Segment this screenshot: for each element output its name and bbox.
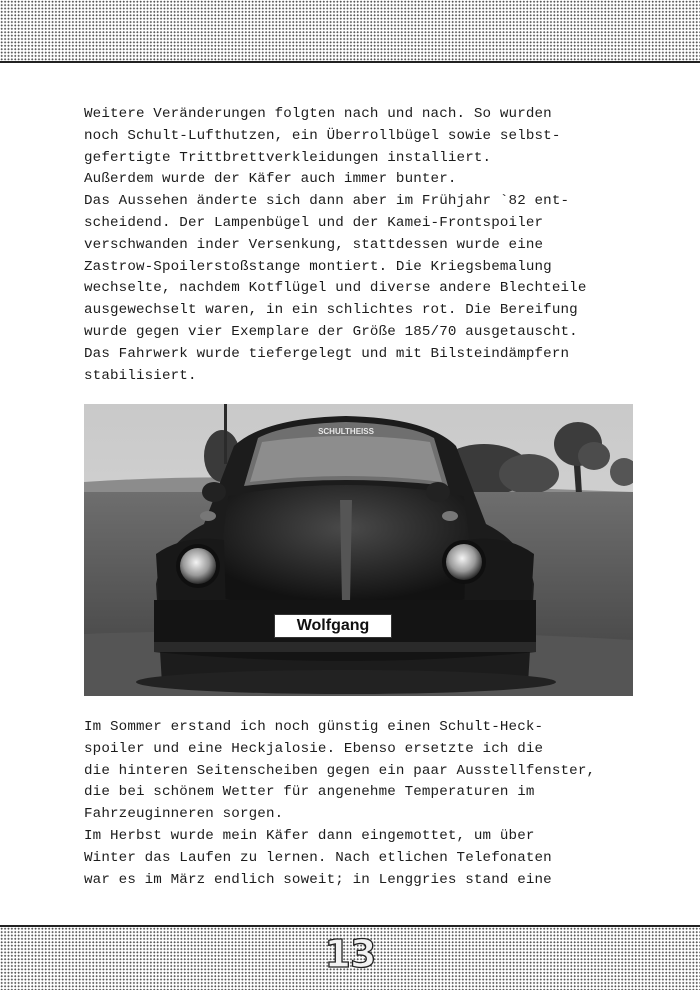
text-line: Das Fahrwerk wurde tiefergelegt und mit Bilsteindämpfern	[84, 345, 570, 362]
text-line: Fahrzeuginneren sorgen.	[84, 806, 284, 823]
text-line: wurde gegen vier Exemplare der Größe 185/70 ausgetauscht.	[84, 323, 578, 340]
text-line: die hinteren Seitenscheiben gegen ein paar Ausstellfenster,	[84, 762, 596, 779]
text-line: Weitere Veränderungen folgten nach und nach. So wurden	[84, 106, 552, 122]
text-line: stabilisiert.	[84, 367, 197, 384]
text-line: spoiler und eine Heckjalosie. Ebenso ersetzte ich die	[84, 740, 544, 757]
text-line: Außerdem wurde der Käfer auch immer bunter.	[84, 171, 457, 188]
paragraph-top	[84, 104, 644, 387]
text-line: Winter das Laufen zu lernen. Nach etlichen Telefonaten	[84, 849, 552, 866]
page-number: 13	[324, 932, 376, 976]
text-line: ausgewechselt waren, in ein schlichtes rot. Die Bereifung	[84, 302, 578, 319]
text-line: noch Schult-Lufthutzen, ein Überrollbügel sowie selbst-	[84, 127, 561, 144]
text-line: wechselte, nachdem Kotflügel und diverse andere Blechteile	[84, 280, 587, 297]
top-halftone-band	[0, 0, 700, 63]
text-line: verschwanden inder Versenkung, stattdessen wurde eine	[84, 236, 544, 253]
text-line: Im Herbst wurde mein Käfer dann eingemottet, um über	[84, 827, 535, 844]
text-line: die bei schönem Wetter für angenehme Temperaturen im	[84, 784, 535, 801]
paragraph-bottom	[84, 717, 644, 891]
text-line: war es im März endlich soweit; in Lenggries stand eine	[84, 871, 552, 888]
vw-beetle-photo	[84, 404, 633, 696]
text-line: Zastrow-Spoilerstoßstange montiert. Die Kriegsbemalung	[84, 258, 552, 275]
text-line: gefertigte Trittbrettverkleidungen installiert.	[84, 149, 492, 166]
text-line: Im Sommer erstand ich noch günstig einen Schult-Heck-	[84, 719, 544, 735]
text-line: Das Aussehen änderte sich dann aber im Frühjahr `82 ent-	[84, 193, 570, 210]
license-plate: Wolfgang	[274, 614, 392, 638]
windshield-banner: SCHULTHEISS	[318, 427, 374, 436]
text-line: scheidend. Der Lampenbügel und der Kamei-Frontspoiler	[84, 214, 544, 231]
